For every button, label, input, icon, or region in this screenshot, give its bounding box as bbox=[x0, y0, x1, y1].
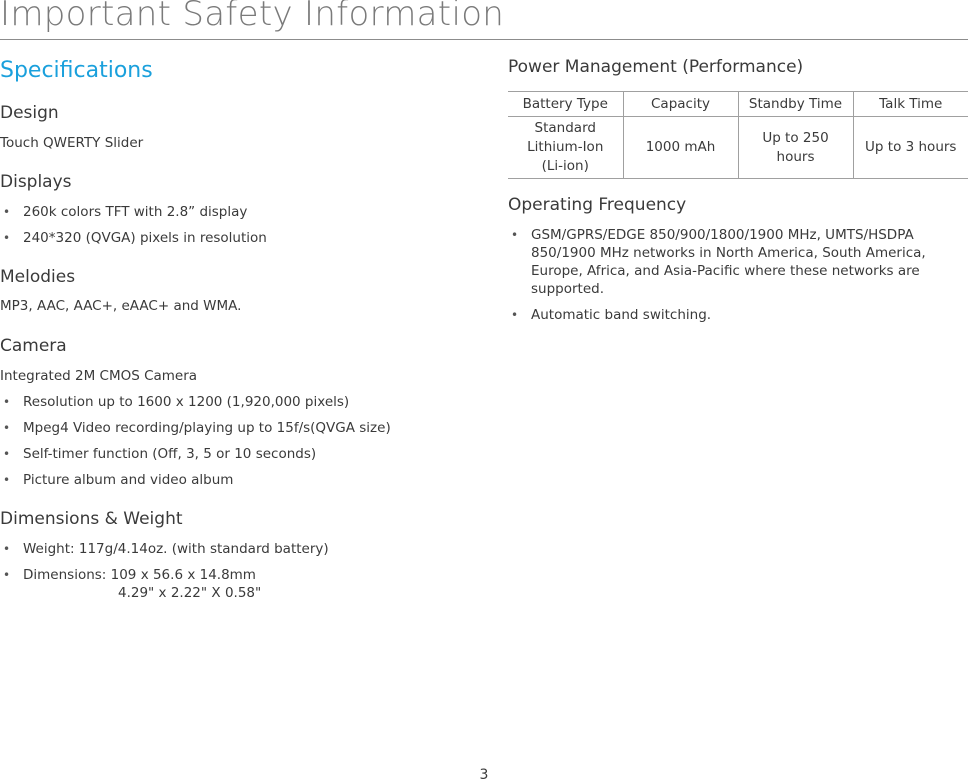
list-item bbox=[0, 229, 460, 247]
battery-type-cell bbox=[508, 117, 623, 179]
cell-text: Standard bbox=[534, 120, 596, 136]
specifications-title: Specifications bbox=[0, 58, 153, 83]
bullet-icon: • bbox=[3, 421, 11, 435]
cell-text: Lithium-Ion bbox=[527, 139, 604, 155]
melodies-heading: Melodies bbox=[0, 267, 76, 287]
bullet-icon: • bbox=[3, 473, 11, 487]
column-header: Capacity bbox=[623, 92, 738, 117]
list-item bbox=[508, 306, 968, 324]
list-item bbox=[0, 419, 460, 437]
bullet-icon: • bbox=[3, 205, 11, 219]
cell-text: Up to 250 bbox=[762, 129, 829, 146]
standby-time-cell bbox=[738, 117, 853, 179]
column-header: Talk Time bbox=[853, 92, 968, 117]
camera-text: Integrated 2M CMOS Camera bbox=[0, 368, 198, 384]
list-item bbox=[0, 445, 460, 463]
table-header-row bbox=[508, 92, 968, 117]
table-row bbox=[508, 117, 968, 179]
page-number: 3 bbox=[479, 767, 489, 783]
camera-list bbox=[0, 393, 460, 497]
cell-text: (Li-ion) bbox=[541, 158, 589, 174]
list-item bbox=[0, 393, 460, 411]
title-divider bbox=[0, 39, 968, 40]
list-item-text: Self-timer function (Off, 3, 5 or 10 seconds) bbox=[23, 446, 317, 462]
list-item-text: Automatic band switching. bbox=[531, 307, 712, 323]
weight-text: Weight: 117g/4.14oz. (with standard battery) bbox=[23, 541, 329, 557]
displays-list bbox=[0, 203, 460, 255]
power-table bbox=[508, 91, 968, 179]
displays-heading: Displays bbox=[0, 172, 72, 192]
column-header: Standby Time bbox=[738, 92, 853, 117]
bullet-icon: • bbox=[3, 395, 11, 409]
list-item bbox=[0, 540, 460, 558]
dimensions-text: Dimensions: 109 x 56.6 x 14.8mm bbox=[23, 567, 256, 583]
list-item bbox=[0, 566, 460, 602]
list-item bbox=[0, 471, 460, 489]
frequency-list bbox=[508, 226, 968, 332]
list-item bbox=[508, 226, 968, 298]
bullet-icon: • bbox=[511, 308, 519, 322]
power-management-heading: Power Management (Performance) bbox=[508, 57, 804, 77]
list-item-text: Picture album and video album bbox=[23, 472, 234, 488]
list-item-text: Mpeg4 Video recording/playing up to 15f/s(QVGA size) bbox=[23, 420, 391, 436]
melodies-text: MP3, AAC, AAC+, eAAC+ and WMA. bbox=[0, 298, 242, 314]
operating-frequency-heading: Operating Frequency bbox=[508, 195, 687, 215]
dimensions-list bbox=[0, 540, 460, 610]
list-item-text: Resolution up to 1600 x 1200 (1,920,000 pixels) bbox=[23, 394, 350, 410]
design-heading: Design bbox=[0, 103, 59, 123]
cell-text: hours bbox=[776, 148, 815, 165]
list-item-text: GSM/GPRS/EDGE 850/900/1800/1900 MHz, UMTS/HSDPA 850/1900 MHz networks in North America, South America, Europe, Africa, and Asia-Pacific where these networks are supported. bbox=[531, 227, 926, 297]
list-item bbox=[0, 203, 460, 221]
dimensions-heading: Dimensions & Weight bbox=[0, 509, 183, 529]
bullet-icon: • bbox=[3, 542, 11, 556]
design-text: Touch QWERTY Slider bbox=[0, 135, 144, 151]
talk-time-cell: Up to 3 hours bbox=[853, 117, 968, 179]
bullet-icon: • bbox=[511, 228, 519, 242]
bullet-icon: • bbox=[3, 447, 11, 461]
list-item-text: 240*320 (QVGA) pixels in resolution bbox=[23, 230, 267, 246]
capacity-cell: 1000 mAh bbox=[623, 117, 738, 179]
bullet-icon: • bbox=[3, 231, 11, 245]
camera-heading: Camera bbox=[0, 336, 67, 356]
page-title: Important Safety Information bbox=[0, 0, 505, 34]
column-header: Battery Type bbox=[508, 92, 623, 117]
dimensions-inches-text: 4.29" x 2.22" X 0.58" bbox=[118, 585, 262, 601]
bullet-icon: • bbox=[3, 568, 11, 582]
list-item-text: 260k colors TFT with 2.8” display bbox=[23, 204, 248, 220]
